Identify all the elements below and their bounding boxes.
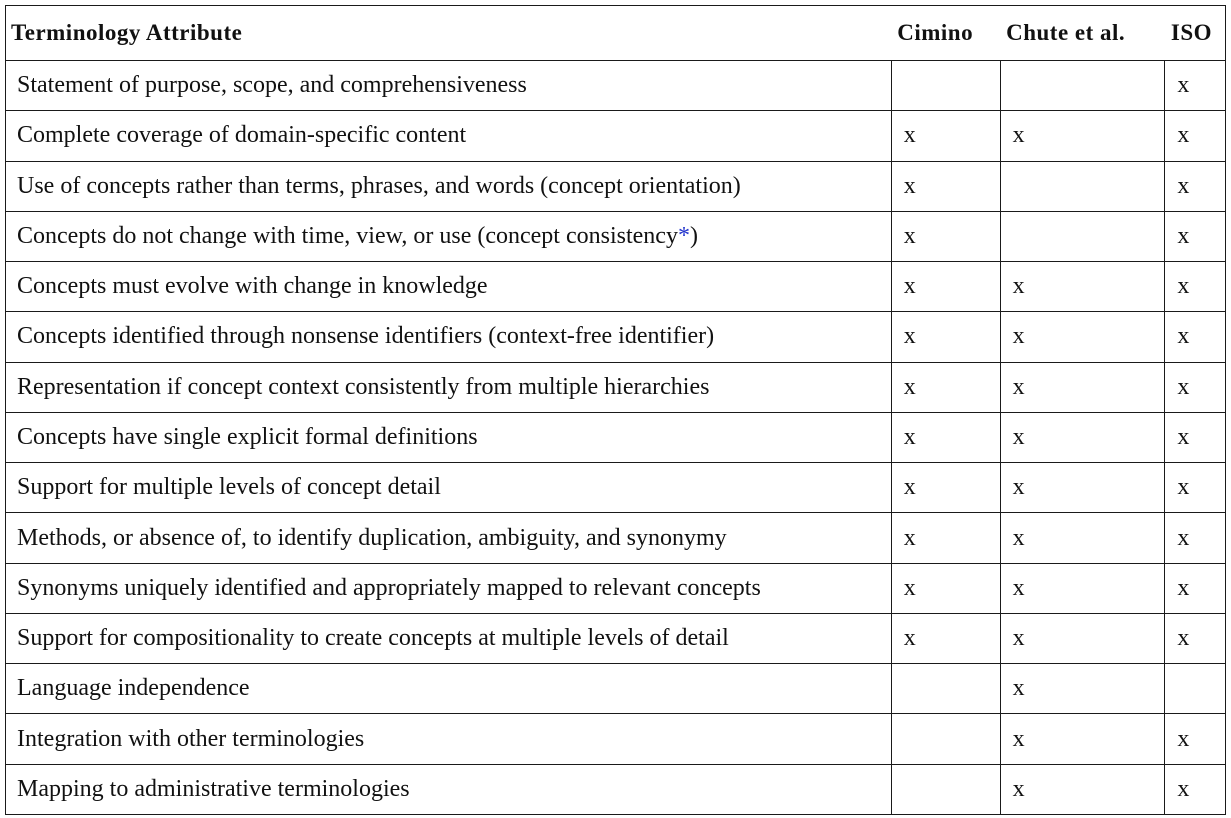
- attribute-cell: Integration with other terminologies: [6, 714, 892, 764]
- iso-cell: x: [1165, 111, 1226, 161]
- chute-cell: x: [1000, 463, 1165, 513]
- table-row: [6, 714, 1226, 764]
- table-row: [6, 664, 1226, 714]
- table-row: [6, 262, 1226, 312]
- header-terminology-attribute: Terminology Attribute: [6, 6, 892, 61]
- table-row: [6, 61, 1226, 111]
- table-row: [6, 161, 1226, 211]
- table-row: [6, 563, 1226, 613]
- terminology-attributes-table: [5, 5, 1226, 815]
- iso-cell: x: [1165, 262, 1226, 312]
- iso-cell: x: [1165, 211, 1226, 261]
- cimino-cell: [891, 61, 1000, 111]
- attribute-cell: Synonyms uniquely identified and appropriately mapped to relevant concepts: [6, 563, 892, 613]
- attribute-cell: Support for compositionality to create concepts at multiple levels of detail: [6, 613, 892, 663]
- cimino-cell: x: [891, 362, 1000, 412]
- cimino-cell: x: [891, 211, 1000, 261]
- header-cimino: Cimino: [891, 6, 1000, 61]
- attribute-cell: Representation if concept context consistently from multiple hierarchies: [6, 362, 892, 412]
- cimino-cell: x: [891, 613, 1000, 663]
- cimino-cell: x: [891, 563, 1000, 613]
- table-row: [6, 412, 1226, 462]
- table-row: [6, 764, 1226, 814]
- attribute-cell: [6, 211, 892, 261]
- table-row: [6, 463, 1226, 513]
- iso-cell: x: [1165, 61, 1226, 111]
- table-row: [6, 312, 1226, 362]
- chute-cell: x: [1000, 613, 1165, 663]
- table-row: [6, 211, 1226, 261]
- chute-cell: x: [1000, 312, 1165, 362]
- iso-cell: x: [1165, 613, 1226, 663]
- attribute-cell: Language independence: [6, 664, 892, 714]
- cimino-cell: x: [891, 412, 1000, 462]
- iso-cell: x: [1165, 312, 1226, 362]
- cimino-cell: x: [891, 312, 1000, 362]
- attribute-suffix: ): [689, 222, 698, 249]
- cimino-cell: [891, 664, 1000, 714]
- chute-cell: [1000, 61, 1165, 111]
- chute-cell: [1000, 211, 1165, 261]
- iso-cell: x: [1165, 161, 1226, 211]
- iso-cell: x: [1165, 714, 1226, 764]
- chute-cell: x: [1000, 412, 1165, 462]
- attribute-cell: Use of concepts rather than terms, phrases, and words (concept orientation): [6, 161, 892, 211]
- header-chute: Chute et al.: [1000, 6, 1165, 61]
- chute-cell: x: [1000, 362, 1165, 412]
- attribute-cell: Concepts must evolve with change in knowledge: [6, 262, 892, 312]
- chute-cell: x: [1000, 714, 1165, 764]
- attribute-cell: Complete coverage of domain-specific content: [6, 111, 892, 161]
- iso-cell: x: [1165, 412, 1226, 462]
- iso-cell: [1165, 664, 1226, 714]
- cimino-cell: [891, 714, 1000, 764]
- header-iso: ISO: [1165, 6, 1226, 61]
- chute-cell: x: [1000, 262, 1165, 312]
- header-row: [6, 6, 1226, 61]
- cimino-cell: x: [891, 161, 1000, 211]
- attribute-cell: Methods, or absence of, to identify duplication, ambiguity, and synonymy: [6, 513, 892, 563]
- attribute-cell: Mapping to administrative terminologies: [6, 764, 892, 814]
- table-row: [6, 613, 1226, 663]
- iso-cell: x: [1165, 764, 1226, 814]
- iso-cell: x: [1165, 563, 1226, 613]
- table-row: [6, 513, 1226, 563]
- chute-cell: x: [1000, 764, 1165, 814]
- attribute-cell: Concepts identified through nonsense identifiers (context-free identifier): [6, 312, 892, 362]
- iso-cell: x: [1165, 513, 1226, 563]
- cimino-cell: x: [891, 111, 1000, 161]
- attribute-cell: Statement of purpose, scope, and comprehensiveness: [6, 61, 892, 111]
- iso-cell: x: [1165, 463, 1226, 513]
- chute-cell: x: [1000, 111, 1165, 161]
- cimino-cell: x: [891, 463, 1000, 513]
- iso-cell: x: [1165, 362, 1226, 412]
- chute-cell: x: [1000, 513, 1165, 563]
- footnote-asterisk-link[interactable]: *: [677, 222, 690, 249]
- cimino-cell: [891, 764, 1000, 814]
- cimino-cell: x: [891, 262, 1000, 312]
- table-row: [6, 362, 1226, 412]
- cimino-cell: x: [891, 513, 1000, 563]
- chute-cell: x: [1000, 664, 1165, 714]
- chute-cell: x: [1000, 563, 1165, 613]
- attribute-text: Concepts do not change with time, view, or use (concept consistency: [17, 222, 678, 249]
- attribute-cell: Support for multiple levels of concept detail: [6, 463, 892, 513]
- table-row: [6, 111, 1226, 161]
- attribute-cell: Concepts have single explicit formal definitions: [6, 412, 892, 462]
- chute-cell: [1000, 161, 1165, 211]
